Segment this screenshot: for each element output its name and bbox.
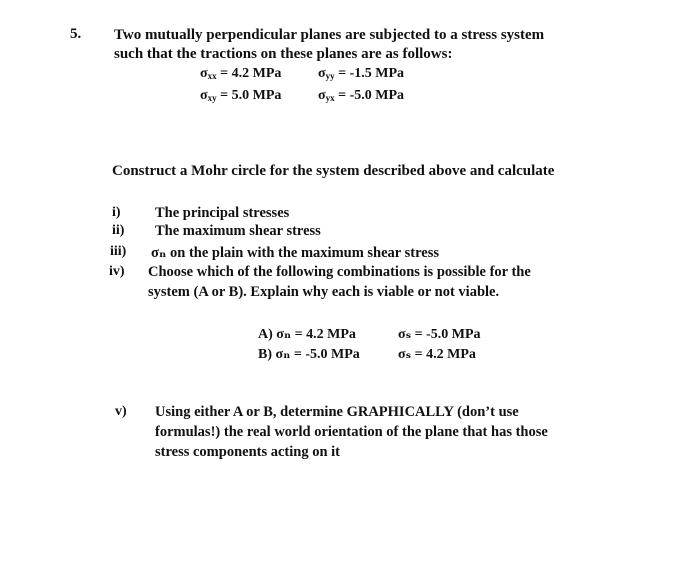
- item-i-mark: i): [112, 205, 121, 220]
- stress-subscript: xy: [207, 93, 217, 103]
- stress-syy: [318, 66, 404, 82]
- stress-value: = 4.2 MPa: [216, 66, 282, 81]
- option-b-normal: B) σₙ = -5.0 MPa: [258, 347, 360, 362]
- option-a-shear: σₛ = -5.0 MPa: [398, 327, 481, 342]
- stress-subscript: yy: [325, 71, 335, 81]
- stress-sxy: [200, 88, 281, 104]
- stress-syx: [318, 88, 404, 104]
- item-ii-mark: ii): [112, 223, 125, 238]
- item-v-text-2: formulas!) the real world orientation of the plane that has those: [155, 424, 548, 440]
- stress-symbol: σ: [318, 66, 326, 81]
- item-v-text-3: stress components acting on it: [155, 444, 341, 460]
- stress-value: = -5.0 MPa: [334, 88, 405, 103]
- stress-subscript: xx: [207, 71, 217, 81]
- item-iv-text-2: system (A or B). Explain why each is viable or not viable.: [148, 284, 500, 300]
- item-i-text: The principal stresses: [155, 205, 290, 221]
- stress-symbol: σ: [200, 66, 208, 81]
- stress-value: = 5.0 MPa: [216, 88, 282, 103]
- item-iv-text-1: Choose which of the following combinations is possible for the: [148, 264, 531, 280]
- item-v-text-1: Using either A or B, determine GRAPHICALLY (don’t use: [155, 404, 519, 420]
- stress-symbol: σ: [318, 88, 326, 103]
- item-iii-mark: iii): [110, 244, 127, 259]
- option-b-shear: σₛ = 4.2 MPa: [398, 347, 476, 362]
- question-number: 5.: [70, 26, 82, 42]
- stress-value: = -1.5 MPa: [334, 66, 405, 81]
- stress-sxx: [200, 66, 281, 82]
- intro-line-1: Two mutually perpendicular planes are subjected to a stress system: [114, 27, 545, 43]
- instruction: Construct a Mohr circle for the system described above and calculate: [112, 163, 555, 179]
- item-ii-text: The maximum shear stress: [155, 223, 321, 239]
- stress-symbol: σ: [200, 88, 208, 103]
- stress-subscript: yx: [325, 93, 335, 103]
- option-a-normal: A) σₙ = 4.2 MPa: [258, 327, 356, 342]
- item-iv-mark: iv): [109, 264, 125, 279]
- item-iii-text: σₙ on the plain with the maximum shear stress: [151, 245, 439, 261]
- intro-line-2: such that the tractions on these planes are as follows:: [114, 46, 453, 62]
- item-v-mark: v): [115, 404, 127, 419]
